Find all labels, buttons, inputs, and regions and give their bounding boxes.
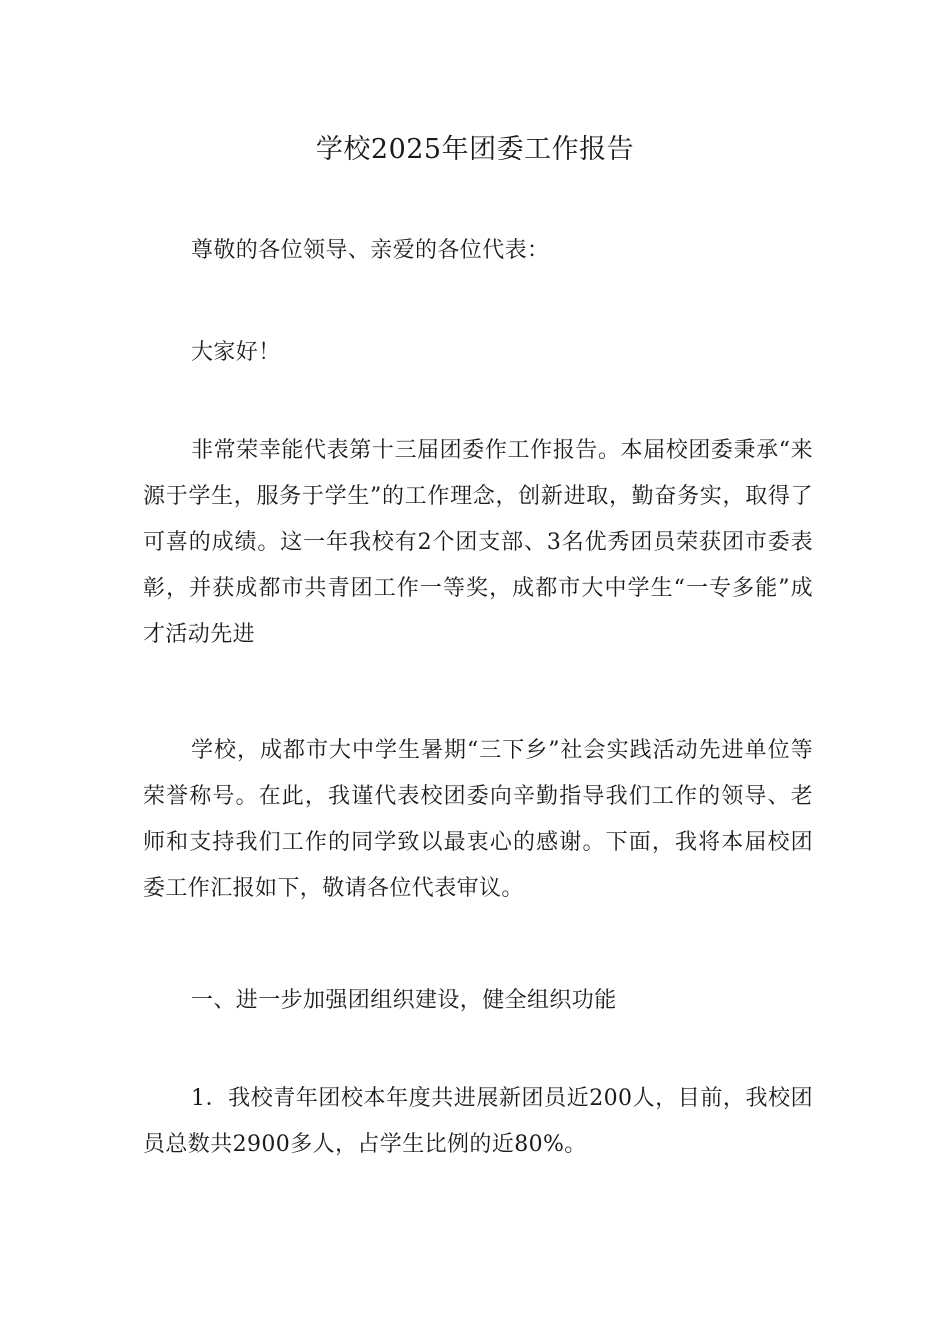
document-title: 学校2025年团委工作报告 [315, 134, 635, 165]
thanks-paragraph: 学校，成都市大中学生暑期“三下乡”社会实践活动先进单位等荣誉称号。在此，我谨代表校团委向辛勤指导我们工作的领导、老师和支持我们工作的同学致以最衷心的感谢。下面，我将本届校团委工作汇报如下，敬请各位代表审议。 [143, 738, 813, 901]
list-item: 1．我校青年团校本年度共进展新团员近200人，目前，我校团员总数共2900多人，占学生比例的近80%。 [143, 1086, 813, 1157]
hello-paragraph: 大家好！ [191, 340, 281, 365]
section-heading: 一、进一步加强团组织建设，健全组织功能 [191, 988, 617, 1013]
greeting-paragraph: 尊敬的各位领导、亲爱的各位代表： [191, 238, 550, 263]
intro-paragraph: 非常荣幸能代表第十三届团委作工作报告。本届校团委秉承“来源于学生，服务于学生”的工作理念，创新进取，勤奋务实，取得了可喜的成绩。这一年我校有2个团支部、3名优秀团员荣获团市委表彰，并获成都市共青团工作一等奖，成都市大中学生“一专多能”成才活动先进 [143, 438, 813, 647]
